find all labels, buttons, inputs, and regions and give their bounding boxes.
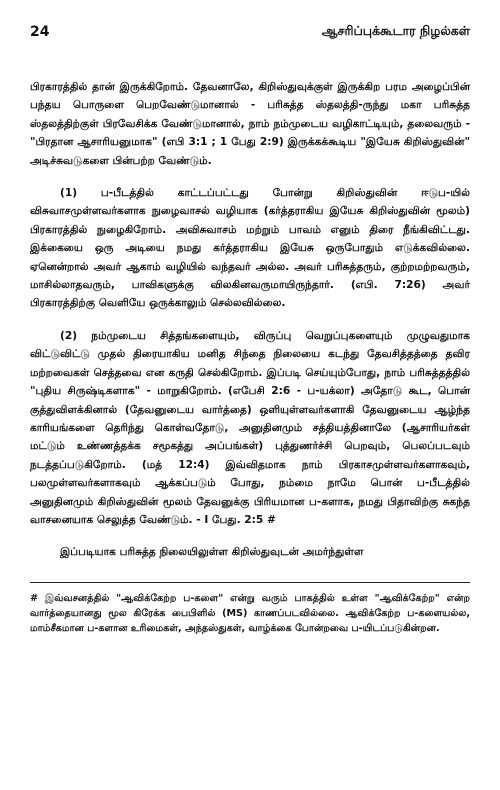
footnote-divider — [30, 582, 470, 583]
running-title: ஆசரிப்புக்கூடார நிழல்கள் — [321, 23, 470, 38]
paragraph-continuation: பிரகாரத்தில் தான் இருக்கிறோம். தேவனாலே, கிறிஸ்துவுக்குள் இருக்கிற பரம அழைப்பின் பந்தய பொருளை பெறவேண்டுமானால் - பரிசுத்த ஸ்தலத்தி-ருந்து மகா பரிசுத்த ஸ்தலத்திற்குள் பிரவேசிக்க வேண்டுமானால், நாம் நம்முடைய வழிகாட்டியும், தலைவரும் - "பிரதான ஆசாரியனுமாக" (எபி 3:1 ; 1 பேது 2:9) இருக்கக்கூடிய "இயேசு கிறிஸ்துவின்" அடிச்சுவடுகளை பின்பற்ற வேண்டும். — [30, 81, 470, 167]
body-text — [30, 78, 470, 562]
paragraph-point-2: (2) நம்முடைய சித்தங்களையும், விருப்பு வெறுப்புகளையும் முழுவதுமாக விட்டுவிட்டு முதல் திரையாகிய மனித சிந்தை நிலையை கடந்து தேவசித்தத்தை தவிர மற்றவைகள் செத்தவை என கருதி செல்கிறோம். இப்படி செய்யும்போது, நாம் பரிசுத்தத்தில் "புதிய சிருஷ்டிகளாக" - மாறுகிறோம். (எபேசி 2:6 - ப-யக்லா) அதோடு கூட, பொன் குத்துவிளக்கினால் (தேவனுடைய வார்த்தை) ஒளியுள்ளவர்களாகி தேவனுடைய ஆழ்ந்த காரியங்களை தெரிந்து கொள்வதோடு, அனுதினமும் சத்தியத்தினாலே (ஆசாரியர்கள் மட்டும் உண்ணத்தக்க சமூகத்து அப்பங்கள்) புத்துணர்ச்சி பெறவும், பெலப்படவும் நடத்தப்படுகிறோம். (மத் 12:4) இவ்விதமாக நாம் பிரகாசமுள்ளவர்களாகவும், பலமுள்ளவர்களாகவும் ஆக்கப்படும் போது, நம்மை நாமே பொன் ப-பீடத்தில் அனுதினமும் கிறிஸ்துவின் மூலம் தேவனுக்கு பிரியமான ப-களாக, நமது பிதாவிற்கு சுகந்த வாசனையாக செலுத்த வேண்டும். - I பேது. 2:5 # — [30, 329, 470, 526]
paragraph-point-1: (1) ப-பீடத்தில் காட்டப்பட்டது போன்று கிறிஸ்துவின் ஈடுப-யில் விசுவாசமுள்ளவர்களாக நுழைவாசல் வழியாக (கர்த்தராகிய இயேசு கிறிஸ்துவின் மூலம்) பிரகாரத்தில் நுழைகிறோம். அவிசுவாசம் மற்றும் பாவம் எனும் திரை நீங்கிவிட்டது. இக்கையை ஒரு அடியை நமது கர்த்தராகிய இயேசு ஒருபோதும் எடுக்கவில்லை. ஏனென்றால் அவர் ஆகாம் வழியில் வந்தவர் அல்ல. அவர் பரிசுத்தரும், குற்றமற்றவரும், மாசில்லாதவரும், பாவிகளுக்கு விலகினவருமாயிருந்தார். (எபி. 7:26) அவர் பிரகாரத்திற்கு வெளியே ஒருக்காலும் செல்லவில்லை. — [30, 187, 470, 310]
paragraph-closing: இப்படியாக பரிசுத்த நிலையிலுள்ள கிறிஸ்துவுடன் அமர்ந்துள்ள — [60, 546, 364, 559]
page-header — [30, 0, 470, 40]
page-number: 24 — [30, 24, 50, 40]
footnote: # இவ்வசனத்தில் "ஆவிக்கேற்ற ப-களை" என்று வரும் பாகத்தில் உள்ள "ஆவிக்கேற்ற" என்ற வார்த்தையானது மூல கிரேக்க பைபிளில் (MS) காணப்படவில்லை. ஆவிக்கேற்ற ப-களையல்ல, மாம்சீகமான ப-களான உரிமைகள், அந்தஸ்துகள், வாழ்க்கை போன்றவை ப-யிடப்படுகின்றன. — [30, 592, 470, 634]
